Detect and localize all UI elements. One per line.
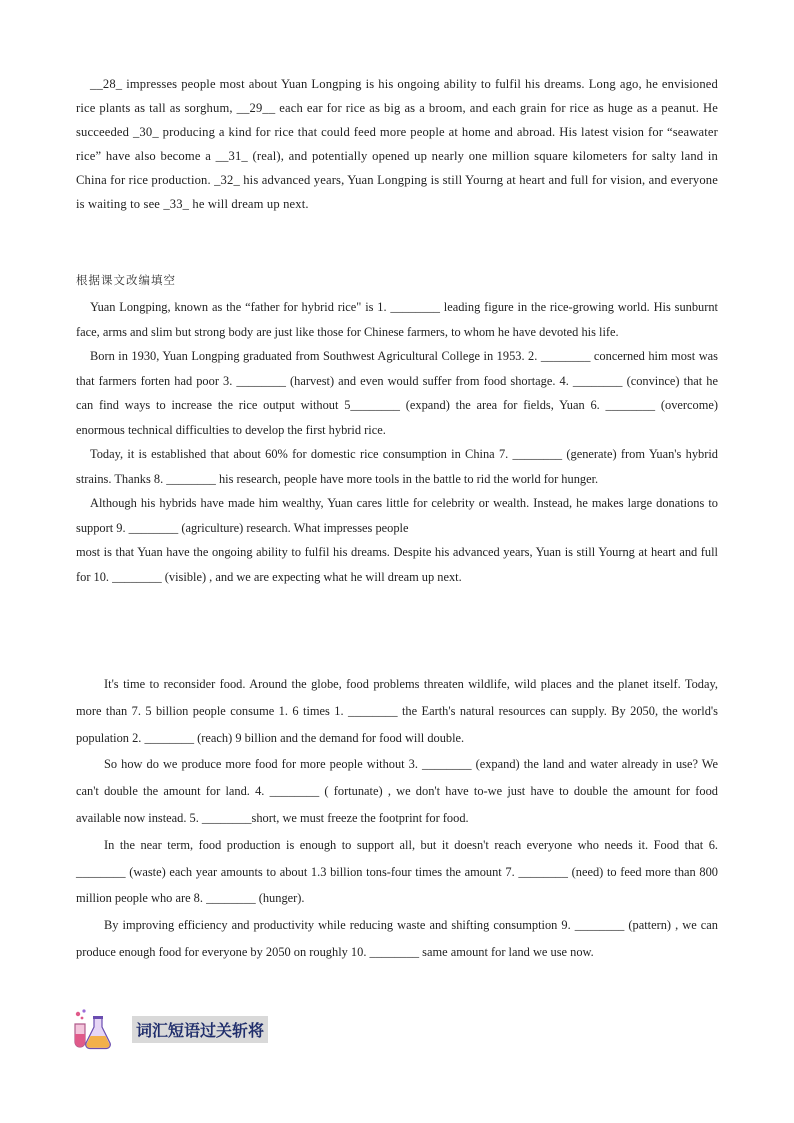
passage-paragraph: Yuan Longping, known as the “father for hybrid rice" is 1. ________ leading figure in the rice-growing world. His sunburnt face, arms and slim but strong body are just like those for Chinese farmers, to whom he have devoted his life. (76, 300, 718, 339)
passage-paragraph: Although his hybrids have made him wealthy, Yuan cares little for celebrity or wealth. Instead, he makes large donations to support 9. ________ (agriculture) research. What impresses people (76, 496, 718, 535)
passage-paragraph: So how do we produce more food for more people without 3. ________ (expand) the land and water already in use? We can't double the amount for land. 4. ________ ( fortunate) , we don't have to-we just have to double the amount for food available now instead. 5. ________short, we must freeze the footprint for food. (76, 757, 718, 825)
passage-section-2 (76, 295, 718, 589)
passage-paragraph: Today, it is established that about 60% for domestic rice consumption in China 7. ________ (generate) from Yuan's hybrid strains. Thanks 8. ________ his research, people have more tools in the battle to rid the world for hunger. (76, 447, 718, 486)
passage-paragraph: By improving efficiency and productivity while reducing waste and shifting consumption 9. ________ (pattern) , we can produce enough food for everyone by 2050 on roughly 10. ________ same amount for land we use now. (76, 918, 718, 959)
section-heading: 根据课文改编填空 (76, 273, 176, 287)
passage-paragraph: Born in 1930, Yuan Longping graduated from Southwest Agricultural College in 1953. 2. ________ concerned him most was that farmers forten had poor 3. ________ (harvest) and even would suffer from food shortage. 4. ________ (convince) that he can find ways to increase the rice output without 5________ (expand) the area for fields, Yuan 6. ________ (overcome) enormous technical difficulties to develop the first hybrid rice. (76, 349, 718, 437)
passage-paragraph: It's time to reconsider food. Around the globe, food problems threaten wildlife, wild places and the planet itself. Today, more than 7. 5 billion people consume 1. 6 times 1. ________ the Earth's natural resources can supply. By 2050, the world's population 2. ________ (reach) 9 billion and the demand for food will double. (76, 677, 718, 745)
passage-paragraph: In the near term, food production is enough to support all, but it doesn't reach everyone who needs it. Food that 6. ________ (waste) each year amounts to about 1.3 billion tons-four times the amount 7. ________ (need) to feed more than 800 million people who are 8. ________ (hunger). (76, 837, 718, 906)
passage-paragraph: most is that Yuan have the ongoing ability to fulfil his dreams. Despite his advanced years, Yuan is still Yourng at heart and full for 10. ________ (visible) , and we are expecting what he will dream up next. (76, 545, 718, 584)
flask-icon (72, 1008, 112, 1050)
passage-section-3 (76, 671, 718, 966)
banner-title: 词汇短语过关斩将 (132, 1016, 268, 1043)
section-banner (72, 1008, 268, 1050)
passage-section-1 (76, 72, 718, 216)
passage-paragraph: __28_ impresses people most about Yuan Longping is his ongoing ability to fulfil his dreams. Long ago, he envisioned rice plants as tall as sorghum, __29__ each ear for rice as big as a broom, and each grain for rice as huge as a peanut. He succeeded _30_ producing a kind for rice that could feed more people at home and abroad. His latest vision for “seawater rice” have also become a __31_ (real), and potentially opened up nearly one million square kilometers for salty land in China for rice production. _32_ his advanced years, Yuan Longping is still Yourng at heart and full for vision, and everyone is waiting to see _33_ he will dream up next. (76, 77, 718, 211)
